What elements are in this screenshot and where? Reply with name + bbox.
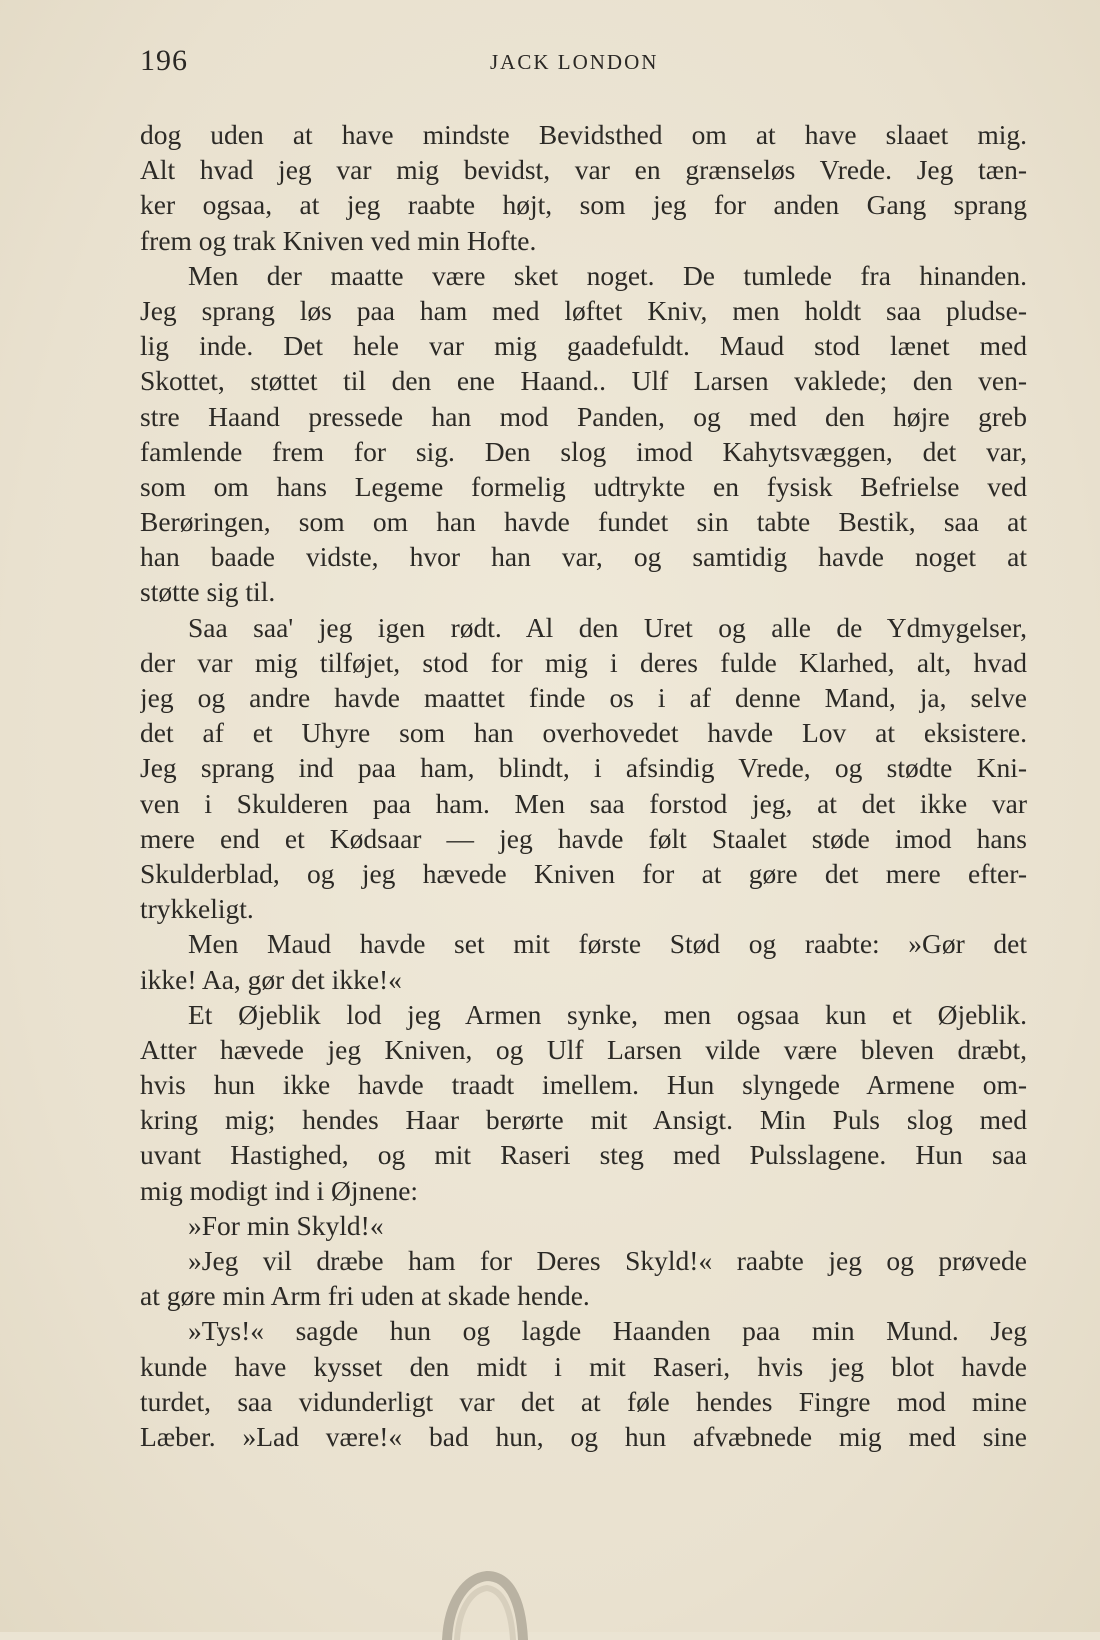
text-line: turdet, saa vidunderligt var det at føle hendes Fingre mod mine <box>140 1385 1027 1417</box>
text-line: Men der maatte være sket noget. De tumlede fra hinanden. <box>188 259 1027 291</box>
text-line: uvant Hastighed, og mit Raseri steg med Pulsslagene. Hun saa <box>140 1139 1027 1171</box>
text-line: ikke! Aa, gør det ikke!« <box>140 963 402 995</box>
page-number: 196 <box>140 44 188 77</box>
text-line: der var mig tilføjet, stod for mig i deres fulde Klarhed, alt, hvad <box>140 646 1027 678</box>
running-title: JACK LONDON <box>490 50 659 74</box>
text-line: »For min Skyld!« <box>188 1209 384 1241</box>
text-line: lig inde. Det hele var mig gaadefuldt. Maud stod lænet med <box>140 330 1027 362</box>
text-line: mere end et Kødsaar — jeg havde følt Staalet støde imod hans <box>140 822 1027 854</box>
text-line: dog uden at have mindste Bevidsthed om at have slaaet mig. <box>140 119 1027 150</box>
text-line: stre Haand pressede han mod Panden, og med den højre greb <box>140 400 1027 432</box>
text-line: han baade vidste, hvor han var, og samtidig havde noget at <box>140 541 1027 573</box>
text-line: trykkeligt. <box>140 893 254 925</box>
text-line: hvis hun ikke havde traadt imellem. Hun slyngede Armene om- <box>140 1069 1027 1101</box>
running-head <box>140 44 1027 84</box>
text-line: Saa saa' jeg igen rødt. Al den Uret og alle de Ydmygelser, <box>188 611 1027 643</box>
text-line: jeg og andre havde maattet finde os i af denne Mand, ja, selve <box>140 682 1027 713</box>
text-line: »Tys!« sagde hun og lagde Haanden paa min Mund. Jeg <box>188 1315 1027 1347</box>
text-line: Jeg sprang ind paa ham, blindt, i afsindig Vrede, og stødte Kni- <box>140 752 1027 784</box>
text-line: at gøre min Arm fri uden at skade hende. <box>140 1280 590 1312</box>
thumb-shadow-mark <box>437 1560 533 1640</box>
text-line: Et Øjeblik lod jeg Armen synke, men ogsaa kun et Øjeblik. <box>188 998 1027 1030</box>
body-text <box>140 117 1027 1454</box>
text-line: frem og trak Kniven ved min Hofte. <box>140 224 537 256</box>
text-line: Skulderblad, og jeg hævede Kniven for at gøre det mere efter- <box>140 857 1027 889</box>
text-line: Atter hævede jeg Kniven, og Ulf Larsen vilde være bleven dræbt, <box>140 1033 1027 1065</box>
text-line: støtte sig til. <box>140 576 276 608</box>
text-line: ven i Skulderen paa ham. Men saa forstod jeg, at det ikke var <box>140 787 1027 819</box>
text-line: kunde have kysset den midt i mit Raseri, hvis jeg blot havde <box>140 1350 1027 1382</box>
text-line: kring mig; hendes Haar berørte mit Ansigt. Min Puls slog med <box>140 1104 1027 1136</box>
text-line: Berøringen, som om han havde fundet sin tabte Bestik, saa at <box>140 506 1027 538</box>
text-line: Læber. »Lad være!« bad hun, og hun afvæbnede mig med sine <box>140 1420 1027 1452</box>
text-line: Jeg sprang løs paa ham med løftet Kniv, men holdt saa pludse- <box>140 294 1027 326</box>
text-line: Skottet, støttet til den ene Haand.. Ulf Larsen vaklede; den ven- <box>140 365 1027 397</box>
text-line: mig modigt ind i Øjnene: <box>140 1174 419 1206</box>
text-line: ker ogsaa, at jeg raabte højt, som jeg for anden Gang sprang <box>140 189 1027 221</box>
text-line: det af et Uhyre som han overhovedet havde Lov at eksistere. <box>140 717 1027 749</box>
text-line: Alt hvad jeg var mig bevidst, var en grænseløs Vrede. Jeg tæn- <box>140 154 1027 186</box>
text-line: famlende frem for sig. Den slog imod Kahytsvæggen, det var, <box>140 435 1027 467</box>
text-line: »Jeg vil dræbe ham for Deres Skyld!« raabte jeg og prøvede <box>188 1245 1027 1276</box>
text-line: Men Maud havde set mit første Stød og raabte: »Gør det <box>188 928 1027 960</box>
text-line: som om hans Legeme formelig udtrykte en fysisk Befrielse ved <box>140 470 1027 502</box>
